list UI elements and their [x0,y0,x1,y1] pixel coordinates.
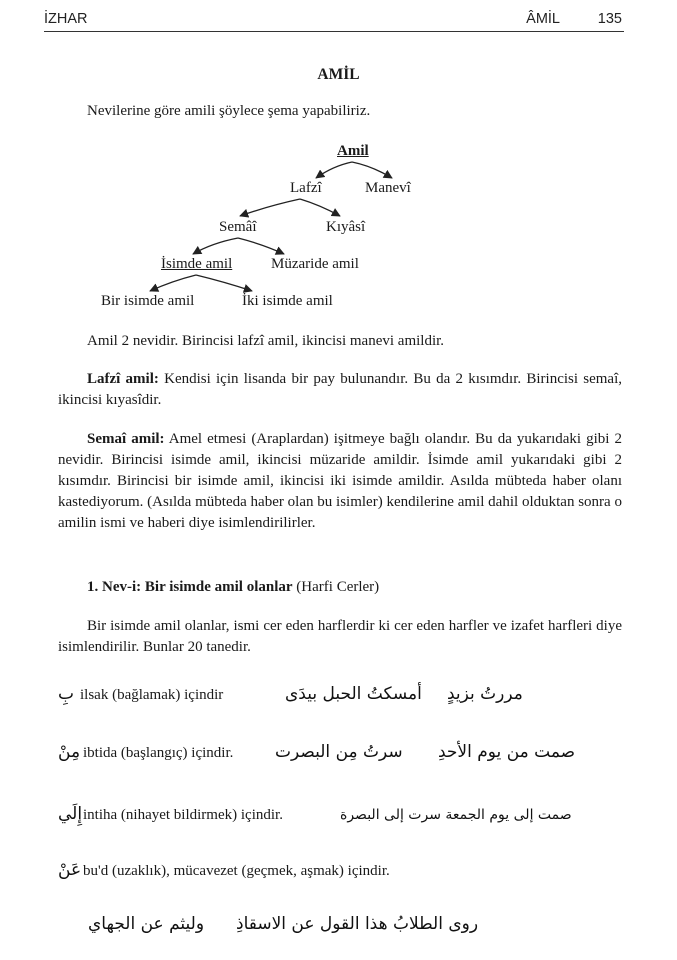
arabic-example: أمسكتُ الحبل بيدَى [285,684,422,704]
arabic-example: سرتُ مِن البصرت [275,742,403,762]
arabic-letter-ba: بِ [58,684,75,704]
page-title: AMİL [317,66,360,83]
header-section-title: ÂMİL [526,11,560,27]
tree-edge [193,238,238,254]
definition-lafzi-amil: Kendisi için lisanda bir pay bulunandır. Bu da 2 kısımdır. Birincisi semaî, ikincisi kıyasîdir. [58,371,622,408]
example-ila-text: intiha (nihayet bildirmek) içindir. [83,807,283,823]
tree-edge [316,162,352,178]
section-heading [87,577,622,598]
tree-edge [240,199,300,216]
tree-node-kiyasi: Kıyâsî [326,219,366,235]
tree-edge [352,162,392,178]
tree-node-muzaride-amil: Müzaride amil [271,256,359,272]
tree-edge [238,238,284,254]
heading-bold: 1. Nev-i: Bir isimde amil olanlar [87,579,293,595]
arabic-letter-an: عَنْ [58,860,82,880]
arabic-letter-ila: إِلَي [58,804,83,824]
tree-node-bir-isimde-amil: Bir isimde amil [101,293,195,309]
tree-node-semai: Semâî [219,219,257,235]
tree-node-lafzi: Lafzî [290,180,322,196]
arabic-letter-min: مِنْ [58,742,81,762]
arabic-example: صمت إلى يوم الجمعة سرت إلى البصرة [340,807,572,823]
definition-semai-amil: Amel etmesi (Araplardan) işitmeye bağlı olandır. Bu da yukarıdaki gibi 2 nevidir. Birincisi isimde amil, ikincisi müzaride amildir. İsimde amil yukarıdaki gibi 2 kısımdır. Birincisi bir isimde amil, ikincisi iki isimde amildir. Asılda mübteda haber olanı kastediyorum. (Asılda mübteda haber olan bu isimler) kendilerine amil dahil olduktan sonra o amilin ismi ve haberi diye isimlendirilirler. [58,431,622,531]
paragraph-lafzi-amil [58,369,622,411]
intro-paragraph: Nevilerine göre amili şöylece şema yapabiliriz. [87,103,371,119]
tree-edge [300,199,340,216]
arabic-example: وليثم عن الجهاي [88,914,205,934]
paragraph-semai-amil [58,429,622,534]
tree-node-isimde-amil: İsimde amil [161,256,233,272]
heading-note: (Harfi Cerler) [292,579,380,595]
tree-edge [196,275,252,291]
example-an-text: bu'd (uzaklık), mücavezet (geçmek, aşmak) içindir. [83,863,390,879]
arabic-example: مررتُ بزيدٍ [447,684,523,704]
example-min-text: ibtida (başlangıç) içindir. [83,745,234,761]
tree-node-iki-isimde-amil: İki isimde amil [242,293,333,309]
arabic-example: صمت من يوم الأحدِ [438,742,576,762]
tree-node-manevi: Manevî [365,180,411,196]
arabic-example: روى الطلابُ هذا القول عن الاسقاذِ [236,914,479,934]
paragraph-harfi-cer: Bir isimde amil olanlar, ismi cer eden harflerdir ki cer eden harfler ve izafet harfleri diye isimlendirilir. Bunlar 20 tanedir. [58,618,622,655]
term-lafzi-amil: Lafzî amil: [87,371,159,387]
tree-edge [150,275,196,291]
header-book-title: İZHAR [44,11,88,27]
term-semai-amil: Semaî amil: [87,431,165,447]
example-ba-text: ilsak (bağlamak) içindir [80,687,224,703]
page-number: 135 [597,11,622,27]
paragraph-amil-types: Amil 2 nevidir. Birincisi lafzî amil, ikincisi manevi amildir. [87,333,445,349]
tree-node-amil: Amil [337,143,369,159]
